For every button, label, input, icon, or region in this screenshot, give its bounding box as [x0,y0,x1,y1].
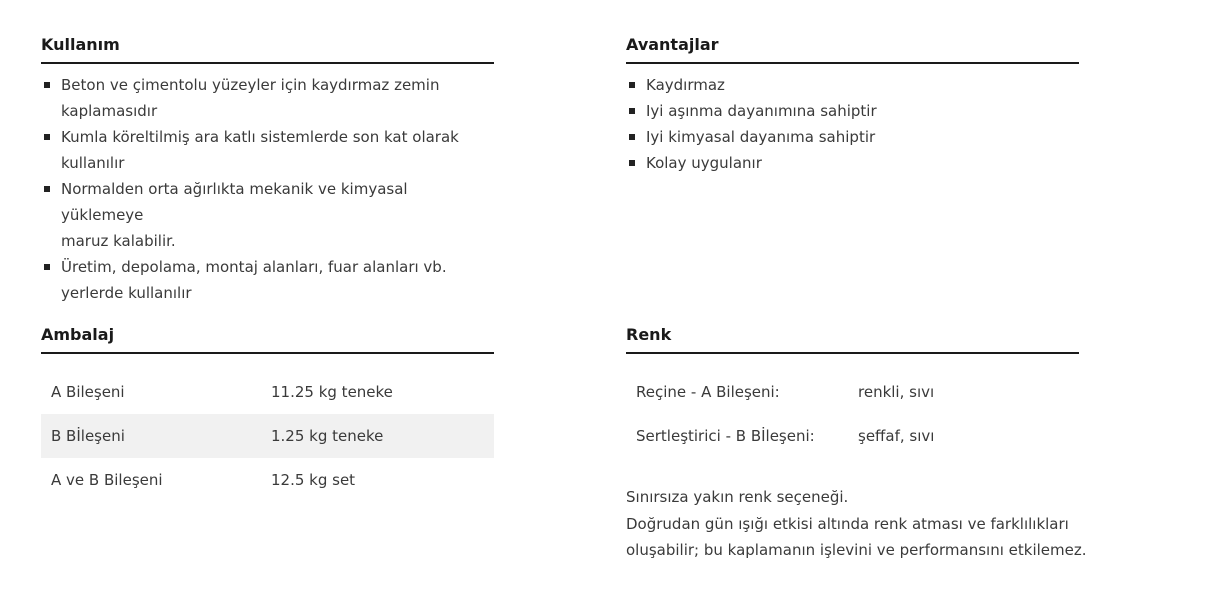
bullet-square-icon [44,264,50,270]
list-item-text: Iyi kimyasal dayanıma sahiptir [646,128,876,146]
packaging-section [41,325,494,502]
table-cell-label: B Bİleşeni [41,414,261,458]
color-note-line: Sınırsıza yakın renk seçeneği. [626,488,849,506]
advantages-section [626,35,1079,176]
list-item [626,98,1079,124]
table-cell-label: A Bileşeni [51,383,125,401]
list-item [41,254,494,306]
color-title: Renk [626,325,1079,354]
bullet-square-icon [629,108,635,114]
color-table [626,370,1079,458]
usage-section [41,35,494,306]
list-item-text: yerlerde kullanılır [61,284,192,302]
list-item-text: Kolay uygulanır [646,154,762,172]
list-item [41,176,494,254]
list-item-text: maruz kalabilir. [61,232,176,250]
bullet-square-icon [629,134,635,140]
list-item [41,72,494,124]
bullet-square-icon [629,82,635,88]
table-cell-label: Reçine - A Bileşeni: [636,383,780,401]
bullet-square-icon [629,160,635,166]
list-item-text: Normalden orta ağırlıkta mekanik ve kimyasal yüklemeye [61,180,408,224]
list-item [626,72,1079,98]
list-item [626,124,1079,150]
table-row [41,458,494,502]
table-cell-value: 1.25 kg teneke [261,414,494,458]
list-item [626,150,1079,176]
table-cell-value: şeffaf, sıvı [858,427,935,445]
table-cell-label: A ve B Bileşeni [51,471,163,489]
list-item-text: Üretim, depolama, montaj alanları, fuar alanları vb. [61,258,447,276]
list-item [41,124,494,176]
table-row [41,414,494,458]
bullet-square-icon [44,186,50,192]
packaging-table [41,370,494,502]
list-item-text: Iyi aşınma dayanımına sahiptir [646,102,877,120]
list-item-text: Kumla köreltilmiş ara katlı sistemlerde son kat olarak [61,128,459,146]
color-note-line: oluşabilir; bu kaplamanın işlevini ve performansını etkilemez. [626,541,1087,559]
packaging-title: Ambalaj [41,325,494,354]
usage-title: Kullanım [41,35,494,64]
list-item-text: kaplamasıdır [61,102,158,120]
list-item-text: Kaydırmaz [646,76,725,94]
table-cell-value: 12.5 kg set [271,471,356,489]
table-cell-value: 11.25 kg teneke [271,383,393,401]
table-cell-label: Sertleştirici - B Bİleşeni: [636,427,815,445]
table-row [626,414,1079,458]
color-section [626,325,1087,564]
table-row [626,370,1079,414]
usage-list [41,72,494,306]
list-item-text: kullanılır [61,154,125,172]
color-notes [626,484,1087,564]
bullet-square-icon [44,82,50,88]
advantages-title: Avantajlar [626,35,1079,64]
bullet-square-icon [44,134,50,140]
advantages-list [626,72,1079,176]
table-cell-value: renkli, sıvı [858,383,935,401]
list-item-text: Beton ve çimentolu yüzeyler için kaydırmaz zemin [61,76,440,94]
color-note-line: Doğrudan gün ışığı etkisi altında renk atması ve farklılıkları [626,514,1069,533]
table-row [41,370,494,414]
